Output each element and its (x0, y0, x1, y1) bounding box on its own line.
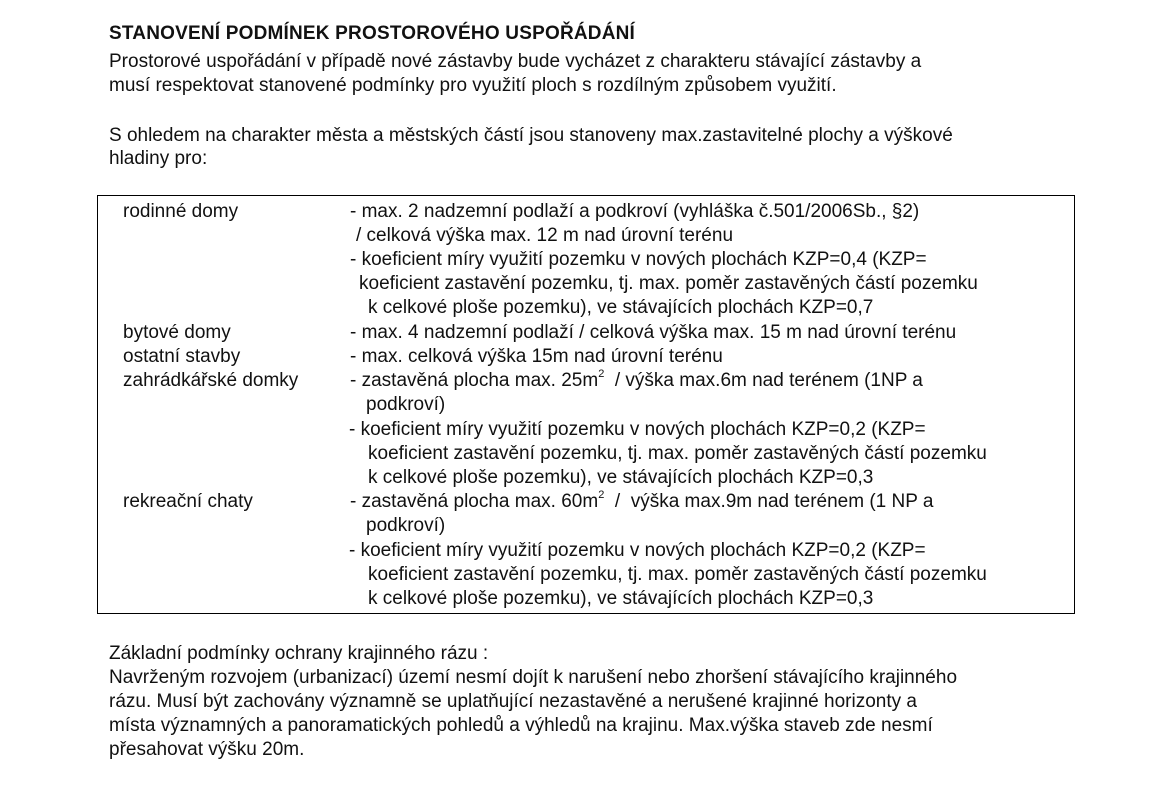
superscript-2: 2 (598, 488, 605, 501)
context-line-2: hladiny pro: (109, 148, 208, 169)
rodinne-line-4: koeficient zastavění pozemku, tj. max. poměr zastavěných částí pozemku (359, 273, 978, 294)
term-rodinne-domy: rodinné domy (123, 201, 239, 222)
rekreacni-line-3: - koeficient míry využití pozemku v nových plochách KZP=0,2 (KZP= (349, 540, 926, 561)
ostatni-line-1: - max. celková výška 15m nad úrovní terénu (350, 346, 723, 367)
rodinne-line-1: - max. 2 nadzemní podlaží a podkroví (vyhláška č.501/2006Sb., §2) (350, 201, 920, 222)
zahradkarske-line-1: - zastavěná plocha max. $25m^2$ / výška max.6m nad terénem (1NP a (350, 367, 923, 391)
rodinne-line-2: / celková výška max. 12 m nad úrovní terénu (356, 225, 734, 246)
rekreacni-line-2: podkroví) (366, 515, 446, 536)
intro-line-1: Prostorové uspořádání v případě nové zástavby bude vycházet z charakteru stávající zástavby a (109, 51, 922, 72)
rodinne-line-3: - koeficient míry využití pozemku v nových plochách KZP=0,4 (KZP= (350, 249, 927, 270)
term-rekreacni-chaty: rekreační chaty (123, 491, 253, 512)
landscape-title: Základní podmínky ochrany krajinného rázu : (109, 643, 489, 664)
landscape-line-2: rázu. Musí být zachovány významně se uplatňující nezastavěné a nerušené krajinné horizonty a (109, 691, 917, 712)
zahradkarske-line-4: koeficient zastavění pozemku, tj. max. poměr zastavěných částí pozemku (368, 443, 987, 464)
section-heading: STANOVENÍ PODMÍNEK PROSTOROVÉHO USPOŘÁDÁNÍ (109, 23, 636, 44)
rodinne-line-5: k celkové ploše pozemku), ve stávajících plochách KZP=0,7 (368, 297, 874, 318)
rekreacni-line-1: - zastavěná plocha max. $60m^2$ / výška max.9m nad terénem (1 NP a (350, 488, 934, 512)
zahradkarske-line-5: k celkové ploše pozemku), ve stávajících plochách KZP=0,3 (368, 467, 874, 488)
term-bytove-domy: bytové domy (123, 322, 231, 343)
zahradkarske-line-2: podkroví) (366, 394, 446, 415)
rekreacni-line-5: k celkové ploše pozemku), ve stávajících plochách KZP=0,3 (368, 588, 874, 609)
bytove-line-1: - max. 4 nadzemní podlaží / celková výška max. 15 m nad úrovní terénu (350, 322, 957, 343)
context-line-1: S ohledem na charakter města a městských částí jsou stanoveny max.zastavitelné plochy a výškové (109, 125, 953, 146)
landscape-line-1: Navrženým rozvojem (urbanizací) území nesmí dojít k narušení nebo zhoršení stávajícího krajinného (109, 667, 958, 688)
superscript-2: 2 (598, 367, 605, 380)
zahradkarske-line-3: - koeficient míry využití pozemku v nových plochách KZP=0,2 (KZP= (349, 419, 926, 440)
intro-line-2: musí respektovat stanovené podmínky pro využití ploch s rozdílným způsobem využití. (109, 75, 837, 96)
landscape-line-4: přesahovat výšku 20m. (109, 739, 305, 760)
term-ostatni-stavby: ostatní stavby (123, 346, 241, 367)
landscape-line-3: místa významných a panoramatických pohledů a výhledů na krajinu. Max.výška staveb zde nesmí (109, 715, 933, 736)
term-zahradkarske-domky: zahrádkářské domky (123, 370, 299, 391)
rekreacni-line-4: koeficient zastavění pozemku, tj. max. poměr zastavěných částí pozemku (368, 564, 987, 585)
